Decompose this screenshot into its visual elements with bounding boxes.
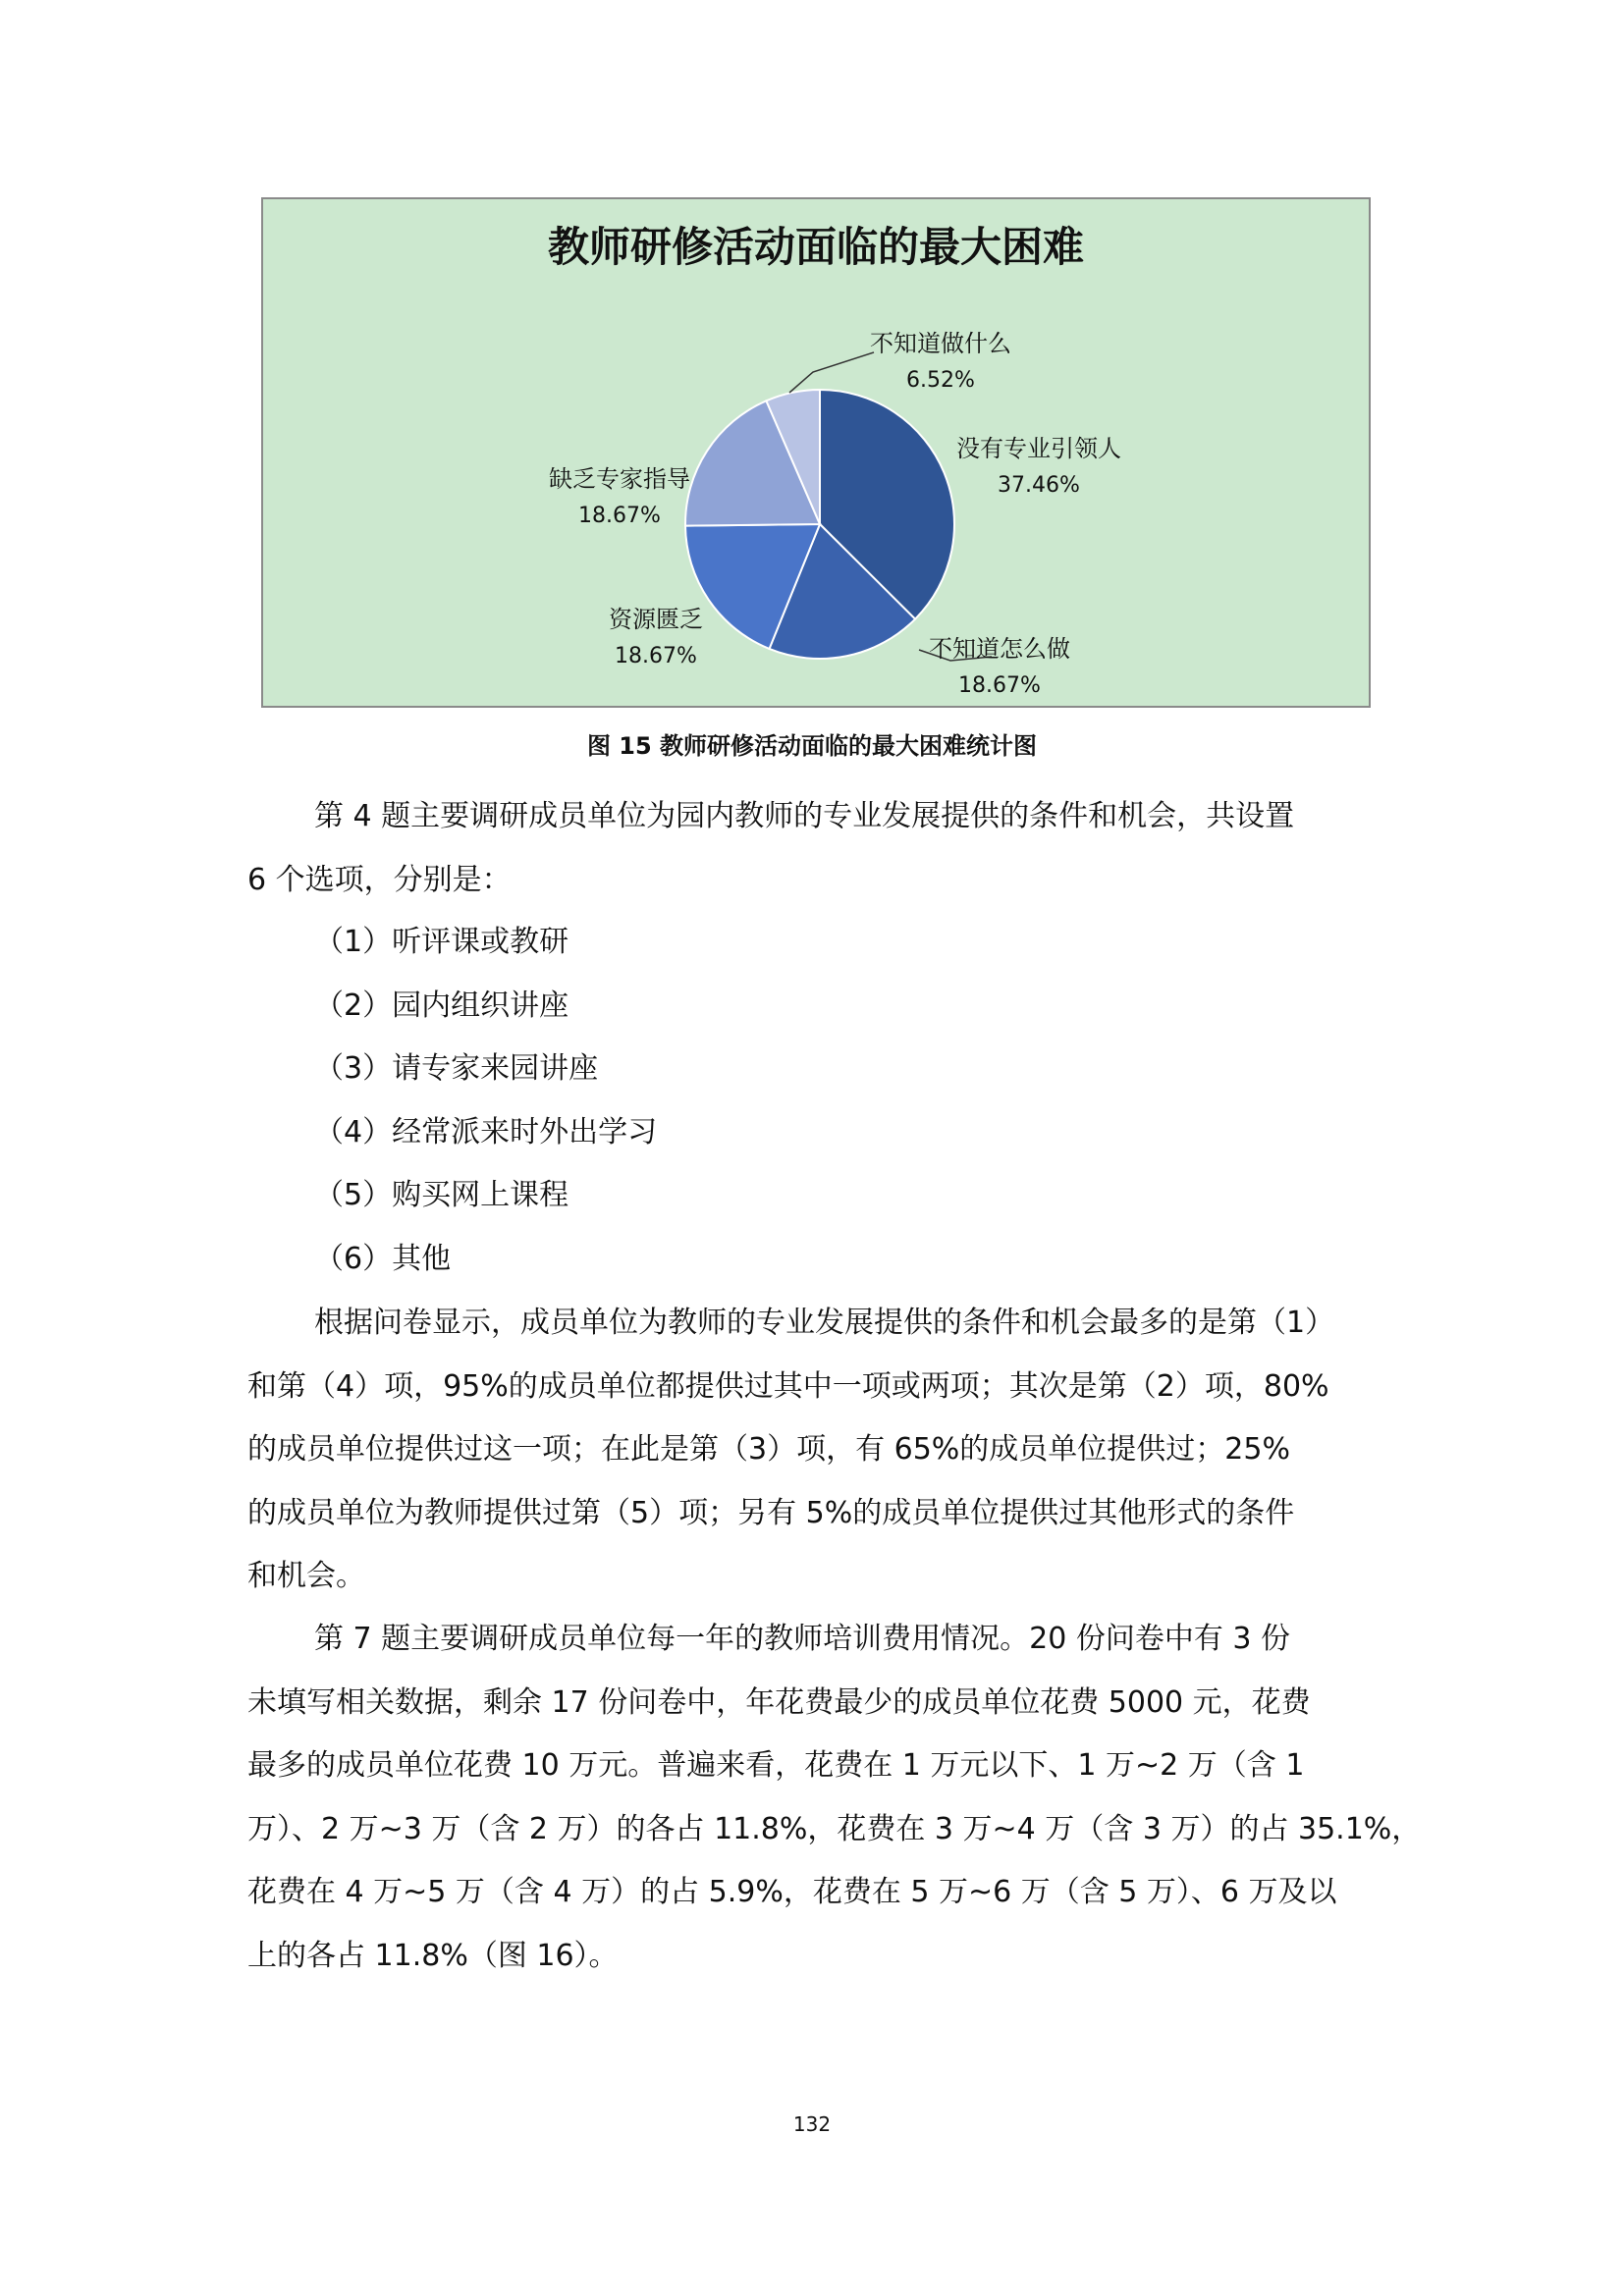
- slice-percent: 18.67%: [615, 644, 697, 668]
- text-line: 第 7 题主要调研成员单位每一年的教师培训费用情况。20 份问卷中有 3 份: [314, 1622, 1291, 1656]
- slice-label: 不知道怎么做: [929, 635, 1070, 663]
- chart-title: 教师研修活动面临的最大困难: [547, 223, 1085, 271]
- text-line: 花费在 4 万~5 万（含 4 万）的占 5.9%，花费在 5 万~6 万（含 5 万）、6 万及以: [247, 1875, 1337, 1909]
- paragraph-q4: [247, 785, 1386, 912]
- text-line: 根据问卷显示，成员单位为教师的专业发展提供的条件和机会最多的是第（1）: [314, 1306, 1335, 1340]
- paragraph-results: [247, 1292, 1386, 1609]
- option-2: （2）园内组织讲座: [314, 988, 569, 1023]
- slice-percent: 37.46%: [998, 473, 1080, 498]
- text-line: 万）、2 万~3 万（含 2 万）的各占 11.8%，花费在 3 万~4 万（含 3 万）的占 35.1%，: [247, 1811, 1422, 1846]
- text-line: 6 个选项，分别是：: [247, 862, 512, 897]
- text-line: 的成员单位提供过这一项；在此是第（3）项，有 65%的成员单位提供过；25%: [247, 1432, 1290, 1467]
- option-1: （1）听评课或教研: [314, 925, 569, 959]
- slice-label: 不知道做什么: [870, 330, 1011, 357]
- slice-percent: 18.67%: [578, 504, 661, 528]
- slice-percent: 6.52%: [906, 368, 975, 393]
- slice-percent: 18.67%: [958, 673, 1041, 698]
- paragraph-q7: [247, 1608, 1422, 1988]
- text-line: 未填写相关数据，剩余 17 份问卷中，年花费最少的成员单位花费 5000 元，花费: [247, 1684, 1311, 1720]
- option-6: （6）其他: [314, 1242, 452, 1276]
- figure-caption: 图 15 教师研修活动面临的最大困难统计图: [586, 732, 1038, 760]
- text-line: 和机会。: [247, 1559, 365, 1593]
- option-3: （3）请专家来园讲座: [314, 1051, 599, 1086]
- text-line: 最多的成员单位花费 10 万元。普遍来看，花费在 1 万元以下、1 万~2 万（含 1: [247, 1748, 1305, 1783]
- text-line: 的成员单位为教师提供过第（5）项；另有 5%的成员单位提供过其他形式的条件: [247, 1495, 1295, 1530]
- slice-label: 没有专业引领人: [956, 435, 1121, 462]
- option-4: （4）经常派来时外出学习: [314, 1115, 658, 1149]
- page-number: 132: [792, 2112, 832, 2136]
- pie-chart-svg: [263, 199, 1369, 706]
- leader-line: [789, 352, 874, 393]
- text-line: 第 4 题主要调研成员单位为园内教师的专业发展提供的条件和机会，共设置: [314, 799, 1295, 833]
- pie-chart: [261, 197, 1371, 708]
- slice-label: 缺乏专家指导: [549, 465, 690, 493]
- slice-label: 资源匮乏: [609, 606, 703, 633]
- text-line: 和第（4）项，95%的成员单位都提供过其中一项或两项；其次是第（2）项，80%: [247, 1368, 1329, 1404]
- option-5: （5）购买网上课程: [314, 1178, 569, 1212]
- text-line: 上的各占 11.8%（图 16）。: [247, 1938, 619, 1973]
